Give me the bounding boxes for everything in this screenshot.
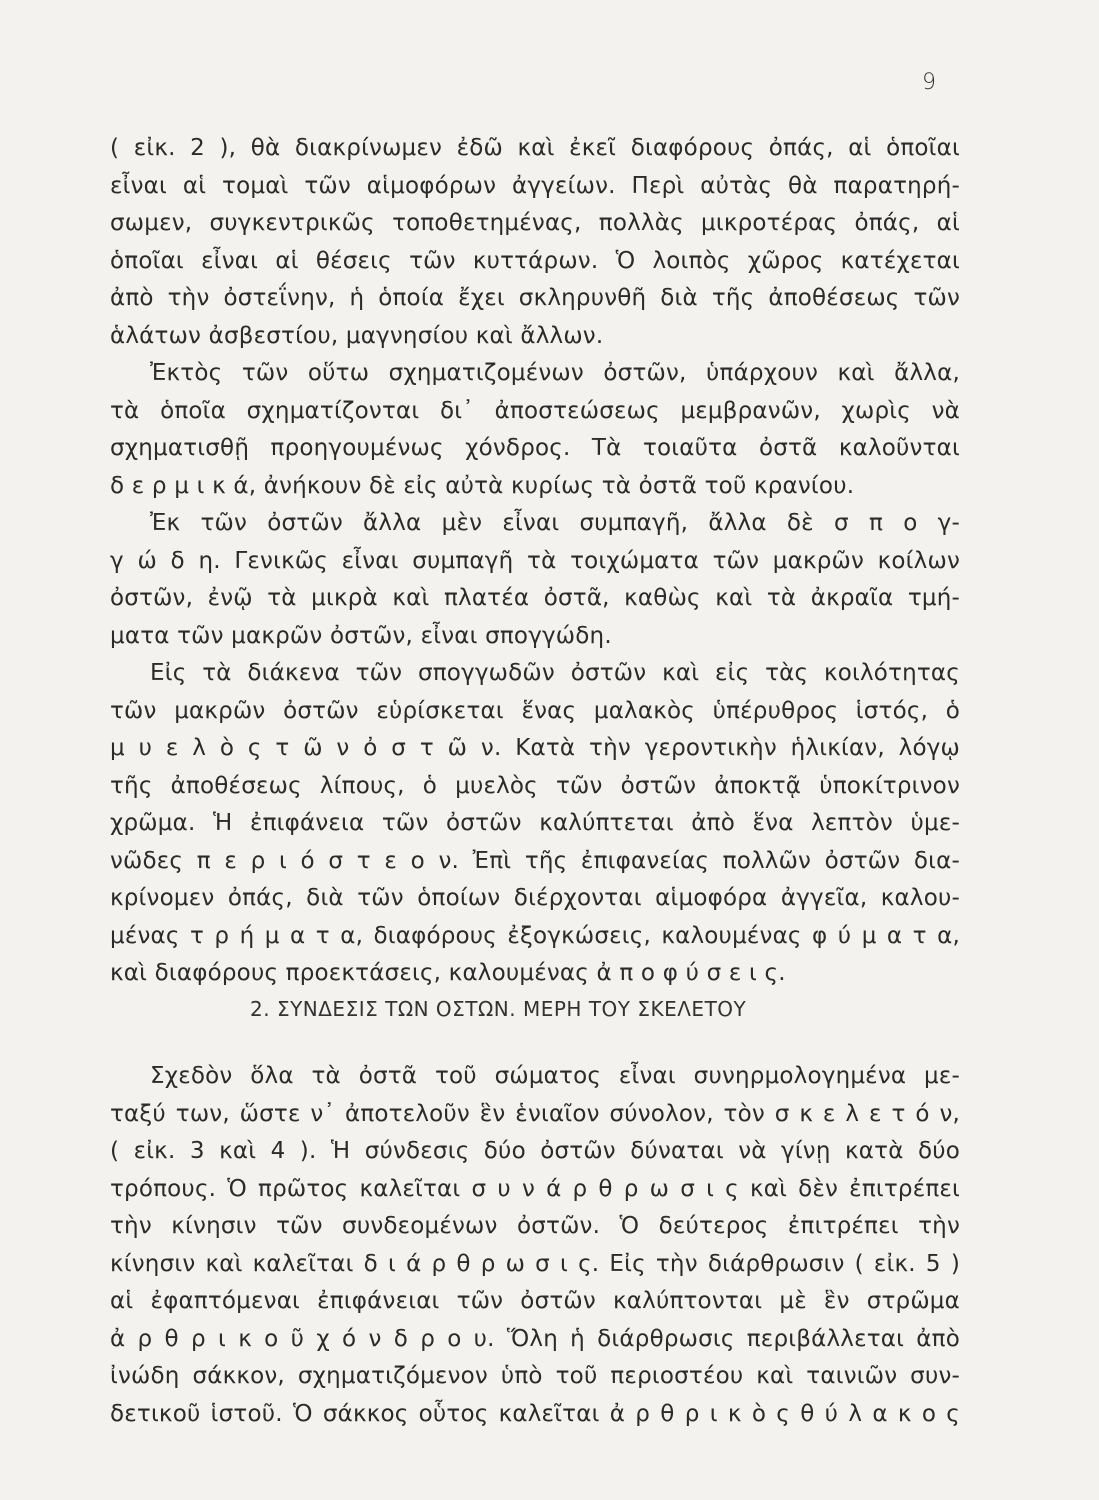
text-line: ἀ ρ θ ρ ι κ ο ῦ χ ό ν δ ρ ο υ. Ὅλη ἡ διάρθρωσις περιβάλλεται ἀπὸ	[110, 1325, 960, 1352]
text-line: τῆς ἀποθέσεως λίπους, ὁ μυελὸς τῶν ὀστῶν ἀποκτᾷ ὑποκίτρινον	[110, 772, 960, 799]
text-line: Ἐκ τῶν ὀστῶν ἄλλα μὲν εἶναι συμπαγῆ, ἄλλα δὲ σ π ο γ-	[150, 510, 960, 536]
text-line: νῶδες π ε ρ ι ό σ τ ε ο ν. Ἐπὶ τῆς ἐπιφανείας πολλῶν ὀστῶν δια-	[110, 847, 960, 874]
text-line: ὀστῶν, ἐνῷ τὰ μικρὰ καὶ πλατέα ὀστᾶ, καθὼς καὶ τὰ ἀκραῖα τμή-	[110, 585, 960, 611]
text-line: ἀπὸ τὴν ὀστεΐνην, ἡ ὁποία ἔχει σκληρυνθῆ διὰ τῆς ἀποθέσεως τῶν	[110, 285, 960, 311]
text-line: ( εἰκ. 3 καὶ 4 ). Ἡ σύνδεσις δύο ὀστῶν δύναται νὰ γίνῃ κατὰ δύο	[110, 1138, 960, 1164]
paragraph-block-bones-structure	[110, 130, 960, 993]
text-line: τῶν μακρῶν ὀστῶν εὑρίσκεται ἕνας μαλακὸς ὑπέρυθρος ἱστός, ὁ	[110, 697, 960, 724]
text-line: σχηματισθῇ προηγουμένως χόνδρος. Τὰ τοιαῦτα ὀστᾶ καλοῦνται	[110, 435, 960, 461]
text-line: καὶ διαφόρους προεκτάσεις, καλουμένας ἀ π ο φ ύ σ ε ι ς.	[110, 960, 786, 986]
text-line: ματα τῶν μακρῶν ὀστῶν, εἶναι σπογγώδη.	[110, 622, 612, 649]
text-line: τρόπους. Ὁ πρῶτος καλεῖται σ υ ν ά ρ θ ρ ω σ ι ς καὶ δὲν ἐπιτρέπει	[110, 1175, 960, 1202]
text-line: ἰνώδη σάκκον, σχηματιζόμενον ὑπὸ τοῦ περιοστέου καὶ ταινιῶν συν-	[110, 1363, 960, 1389]
text-line: τὰ ὁποῖα σχηματίζονται δι᾽ ἀποστεώσεως μεμβρανῶν, χωρὶς νὰ	[110, 397, 960, 424]
text-line: τὴν κίνησιν τῶν συνδεομένων ὀστῶν. Ὁ δεύτερος ἐπιτρέπει τὴν	[110, 1213, 960, 1239]
paragraph-block-bone-joints	[110, 1058, 960, 1433]
text-line: κίνησιν καὶ καλεῖται δ ι ά ρ θ ρ ω σ ι ς. Εἰς τὴν διάρθρωσιν ( εἰκ. 5 )	[110, 1250, 960, 1277]
text-line: δετικοῦ ἱστοῦ. Ὁ σάκκος οὗτος καλεῖται ἀ ρ θ ρ ι κ ὸ ς θ ύ λ α κ ο ς	[110, 1400, 960, 1427]
text-line: γ ώ δ η. Γενικῶς εἶναι συμπαγῆ τὰ τοιχώματα τῶν μακρῶν κοίλων	[110, 547, 960, 574]
text-line: ταξύ των, ὥστε ν᾽ ἀποτελοῦν ἓν ἑνιαῖον σύνολον, τὸν σ κ ε λ ε τ ό ν,	[110, 1100, 960, 1127]
text-line: ὁποῖαι εἶναι αἱ θέσεις τῶν κυττάρων. Ὁ λοιπὸς χῶρος κατέχεται	[110, 247, 960, 274]
text-line: ( εἰκ. 2 ), θὰ διακρίνωμεν ἐδῶ καὶ ἐκεῖ διαφόρους ὀπάς, αἱ ὁποῖαι	[110, 135, 960, 161]
text-line: δ ε ρ μ ι κ ά, ἀνήκουν δὲ εἰς αὐτὰ κυρίως τὰ ὀστᾶ τοῦ κρανίου.	[110, 472, 855, 499]
text-line: Ἐκτὸς τῶν οὕτω σχηματιζομένων ὀστῶν, ὑπάρχουν καὶ ἄλλα,	[150, 360, 960, 386]
text-line: Σχεδὸν ὅλα τὰ ὀστᾶ τοῦ σώματος εἶναι συνηρμολογημένα με-	[150, 1063, 960, 1089]
text-line: Εἰς τὰ διάκενα τῶν σπογγωδῶν ὀστῶν καὶ εἰς τὰς κοιλότητας	[150, 660, 960, 686]
text-line: χρῶμα. Ἡ ἐπιφάνεια τῶν ὀστῶν καλύπτεται ἀπὸ ἕνα λεπτὸν ὑμε-	[110, 810, 960, 836]
text-line: κρίνομεν ὀπάς, διὰ τῶν ὁποίων διέρχονται αἱμοφόρα ἀγγεῖα, καλου-	[110, 885, 960, 911]
text-line: αἱ ἐφαπτόμεναι ἐπιφάνειαι τῶν ὀστῶν καλύπτονται μὲ ἓν στρῶμα	[110, 1288, 960, 1314]
text-line: σωμεν, συγκεντρικῶς τοποθετημένας, πολλὰς μικροτέρας ὀπάς, αἱ	[110, 210, 960, 236]
text-line: μένας τ ρ ή μ α τ α, διαφόρους ἐξογκώσεις, καλουμένας φ ύ μ α τ α,	[110, 922, 960, 949]
section-heading: 2. ΣΥΝΔΕΣΙΣ ΤΩΝ ΟΣΤΩΝ. ΜΕΡΗ ΤΟΥ ΣΚΕΛΕΤΟΥ	[250, 997, 747, 1021]
text-line: εἶναι αἱ τομαὶ τῶν αἱμοφόρων ἀγγείων. Περὶ αὐτὰς θὰ παρατηρή-	[110, 172, 960, 199]
text-line: ἁλάτων ἀσβεστίου, μαγνησίου καὶ ἄλλων.	[110, 322, 604, 349]
page-number: 9	[922, 70, 936, 95]
text-line: μ υ ε λ ὸ ς τ ῶ ν ὀ σ τ ῶ ν. Κατὰ τὴν γεροντικὴν ἡλικίαν, λόγῳ	[110, 735, 960, 761]
